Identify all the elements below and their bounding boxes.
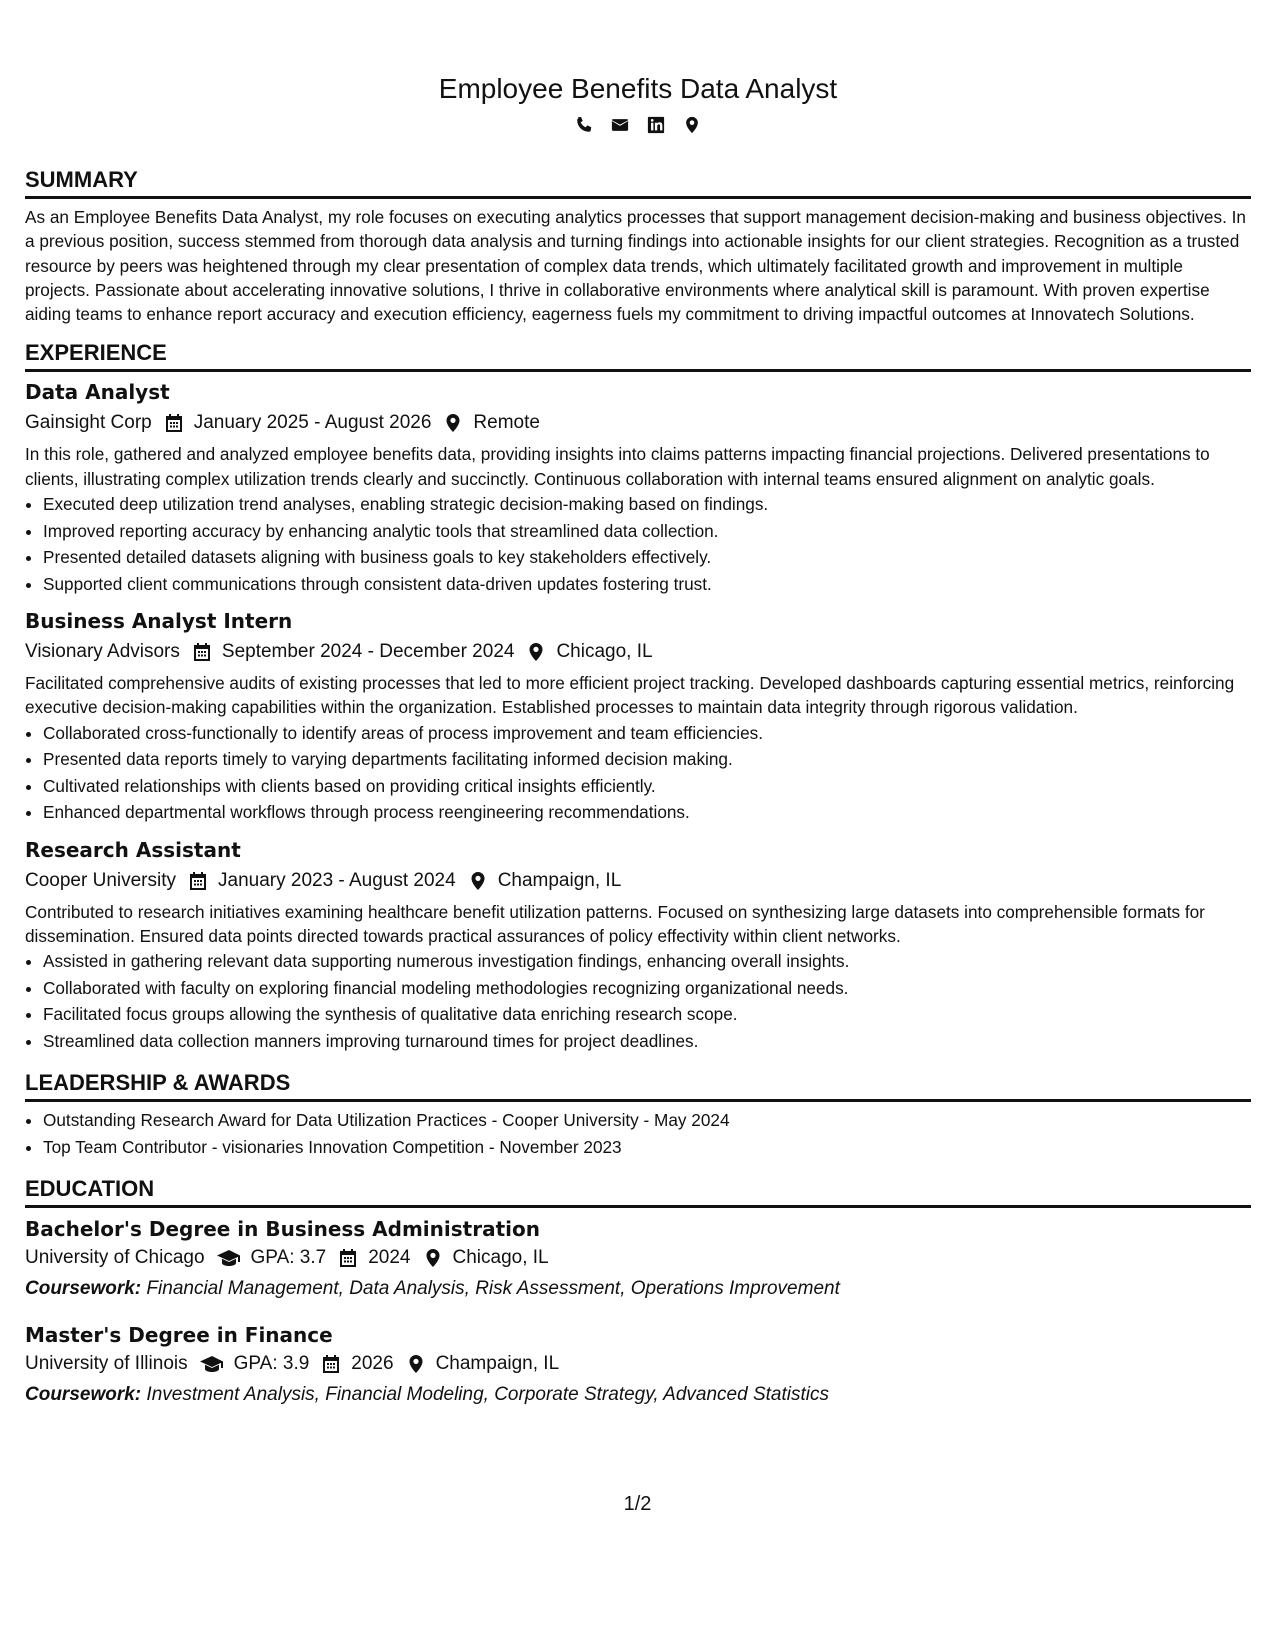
job-entry: [25, 608, 1251, 826]
map-pin-icon[interactable]: [683, 116, 701, 134]
job-dates: January 2025 - August 2026: [193, 412, 432, 434]
contact-icons: [25, 114, 1251, 136]
experience-section: [25, 340, 1251, 1054]
awards-heading: LEADERSHIP & AWARDS: [25, 1070, 1251, 1102]
coursework: [25, 1276, 1251, 1302]
calendar-icon: [338, 1248, 358, 1268]
resume-page: [25, 0, 1251, 1408]
job-meta: [25, 410, 1251, 436]
coursework-list: Financial Management, Data Analysis, Risk Assessment, Operations Improvement: [146, 1278, 840, 1300]
list-item: • Presented detailed datasets aligning with business goals to key stakeholders effectively.: [43, 544, 1251, 571]
school-name: University of Illinois: [25, 1353, 188, 1375]
summary-text: As an Employee Benefits Data Analyst, my role focuses on executing analytics processes that support management decision-making and business objectives. In a previous position, success stemmed from thorough data analysis and turning findings into actionable insights for our client strategies. Recognition as a trusted resource by peers was heightened through my clear presentation of complex data trends, which ultimately facilitated growth and improvement in multiple projects. Passionate about accelerating innovative solutions, I thrive in collaborative environments where analytical skill is paramount. With proven expertise aiding teams to enhance report accuracy and execution efficiency, eagerness fuels my commitment to driving impactful outcomes at Innovatech Solutions.: [25, 207, 1246, 325]
list-item: • Assisted in gathering relevant data supporting numerous investigation findings, enhancing overall insights.: [43, 948, 1251, 975]
graduation-year: 2024: [368, 1247, 411, 1269]
job-description: Contributed to research initiatives examining healthcare benefit utilization patterns. Focused on synthesizing large datasets into comprehensible formats for dissemination. Ensured data points directed towards practical assurances of policy effectivity within client networks.: [25, 901, 1205, 946]
page-indicator: 1/2: [623, 1493, 652, 1515]
list-item: • Collaborated with faculty on exploring financial modeling methodologies recognizing organizational needs.: [43, 975, 1251, 1002]
graduation-year: 2026: [351, 1353, 394, 1375]
job-location: Chicago, IL: [556, 641, 653, 663]
education-section: [25, 1176, 1251, 1408]
job-description: In this role, gathered and analyzed employee benefits data, providing insights into claims patterns impacting financial projections. Delivered presentations to clients, illustrating complex utilization trends clearly and succinctly. Continuous collaboration with internal teams ensured alignment on analytic goals.: [25, 444, 1210, 489]
list-item: • Enhanced departmental workflows through process reengineering recommendations.: [43, 799, 1251, 826]
school-location: Chicago, IL: [452, 1247, 549, 1269]
list-item: • Streamlined data collection manners improving turnaround times for project deadlines.: [43, 1028, 1251, 1055]
job-bullets: [25, 948, 1251, 1054]
job-dates: January 2023 - August 2024: [218, 869, 456, 891]
school-name: University of Chicago: [25, 1247, 205, 1269]
list-item: • Improved reporting accuracy by enhancing analytic tools that streamlined data collection.: [43, 518, 1251, 545]
education-heading: EDUCATION: [25, 1176, 1251, 1208]
gpa: GPA: 3.9: [233, 1353, 310, 1375]
job-title: Research Assistant: [25, 837, 241, 862]
degree-title: Master's Degree in Finance: [25, 1323, 333, 1348]
graduation-cap-icon: [217, 1248, 241, 1268]
job-entry: [25, 379, 1251, 597]
linkedin-icon[interactable]: [647, 116, 665, 134]
coursework-label: Coursework:: [25, 1278, 142, 1300]
job-title: Business Analyst Intern: [25, 609, 293, 634]
education-meta: [25, 1245, 1251, 1271]
job-bullets: [25, 491, 1251, 597]
calendar-icon: [192, 642, 212, 662]
job-meta: [25, 639, 1251, 665]
experience-heading: EXPERIENCE: [25, 340, 1251, 372]
education-entry: [25, 1322, 1251, 1408]
awards-list: [25, 1107, 1251, 1160]
summary-heading: SUMMARY: [25, 167, 1251, 199]
job-location: Remote: [473, 412, 540, 434]
job-meta: [25, 868, 1251, 894]
summary-section: [25, 167, 1251, 326]
calendar-icon: [164, 413, 184, 433]
phone-icon[interactable]: [575, 116, 593, 134]
job-title: Data Analyst: [25, 380, 170, 405]
gpa: GPA: 3.7: [250, 1247, 327, 1269]
company-name: Cooper University: [25, 869, 176, 891]
job-location: Champaign, IL: [497, 869, 622, 891]
list-item: • Executed deep utilization trend analyses, enabling strategic decision-making based on findings.: [43, 491, 1251, 518]
list-item: • Outstanding Research Award for Data Utilization Practices - Cooper University - May 2024: [43, 1107, 1251, 1134]
envelope-icon[interactable]: [611, 116, 629, 134]
degree-title: Bachelor's Degree in Business Administration: [25, 1217, 540, 1242]
map-pin-icon: [423, 1248, 443, 1268]
coursework: [25, 1382, 1251, 1408]
education-meta: [25, 1351, 1251, 1377]
job-entry: [25, 837, 1251, 1055]
list-item: • Supported client communications through consistent data-driven updates fostering trust.: [43, 571, 1251, 598]
company-name: Gainsight Corp: [25, 412, 152, 434]
job-dates: September 2024 - December 2024: [221, 641, 515, 663]
map-pin-icon: [406, 1354, 426, 1374]
calendar-icon: [321, 1354, 341, 1374]
education-entry: [25, 1216, 1251, 1302]
coursework-list: Investment Analysis, Financial Modeling, Corporate Strategy, Advanced Statistics: [146, 1384, 829, 1406]
map-pin-icon: [443, 413, 463, 433]
calendar-icon: [188, 871, 208, 891]
list-item: • Collaborated cross-functionally to identify areas of process improvement and team efficiencies.: [43, 720, 1251, 747]
school-location: Champaign, IL: [435, 1353, 560, 1375]
graduation-cap-icon: [200, 1354, 224, 1374]
list-item: • Facilitated focus groups allowing the synthesis of qualitative data enriching research scope.: [43, 1001, 1251, 1028]
map-pin-icon: [468, 871, 488, 891]
list-item: • Top Team Contributor - visionaries Innovation Competition - November 2023: [43, 1134, 1251, 1161]
job-description: Facilitated comprehensive audits of existing processes that led to more efficient project tracking. Developed dashboards capturing essential metrics, reinforcing executive decision-making capabilities within the organization. Established processes to maintain data integrity through rigorous validation.: [25, 673, 1235, 718]
list-item: • Presented data reports timely to varying departments facilitating informed decision making.: [43, 746, 1251, 773]
list-item: • Cultivated relationships with clients based on providing critical insights efficiently.: [43, 773, 1251, 800]
awards-section: [25, 1070, 1251, 1160]
company-name: Visionary Advisors: [25, 641, 180, 663]
job-bullets: [25, 720, 1251, 826]
coursework-label: Coursework:: [25, 1384, 142, 1406]
map-pin-icon: [526, 642, 546, 662]
resume-title: Employee Benefits Data Analyst: [438, 73, 838, 104]
